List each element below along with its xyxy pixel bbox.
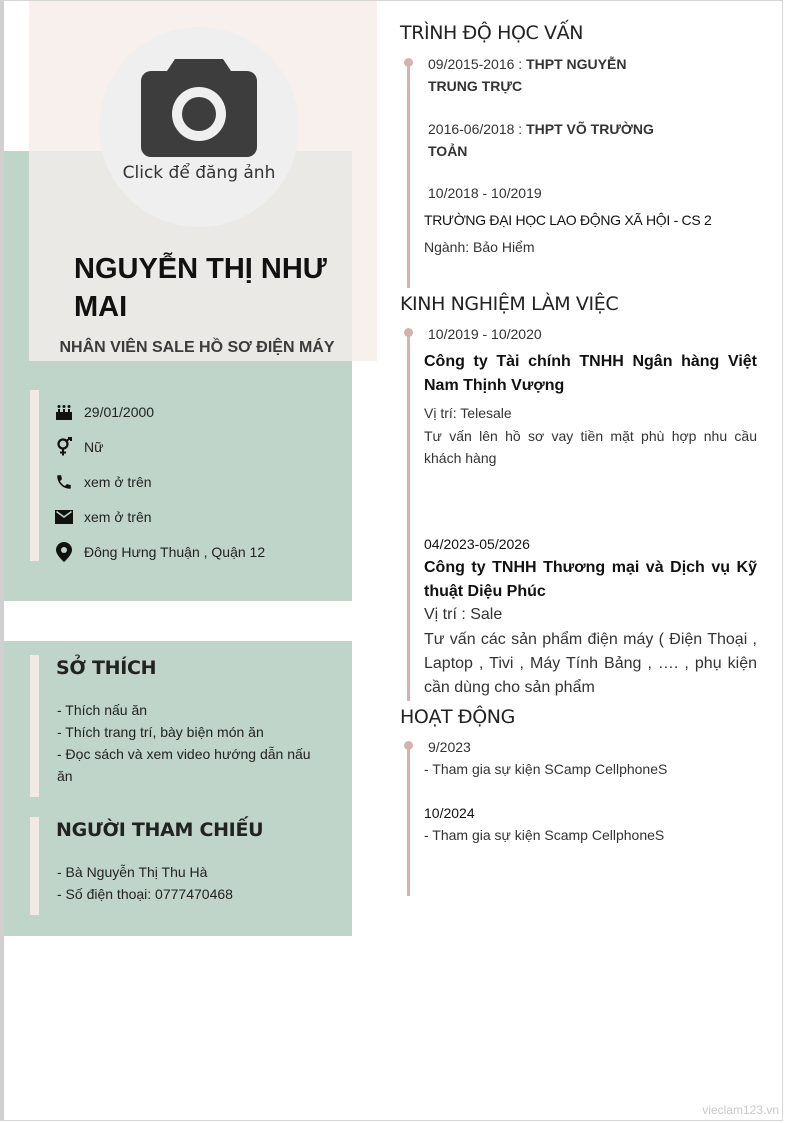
hobby-item: - Thích nấu ăn — [57, 702, 148, 718]
email-value: xem ở trên — [84, 508, 152, 525]
hobby-item: - Đọc sách và xem video hướng dẫn nấu ăn — [57, 746, 311, 784]
activities-title: HOẠT ĐỘNG — [400, 706, 515, 728]
education-entry — [428, 118, 658, 162]
candidate-name: NGUYỄN THỊ NHƯ MAI — [74, 253, 327, 323]
avatar-upload[interactable] — [99, 27, 299, 227]
activities-timeline-line — [407, 745, 410, 896]
contact-list — [54, 394, 265, 569]
experience-period: 04/2023-05/2026 — [424, 536, 530, 552]
activity-period: 9/2023 — [428, 739, 471, 755]
education-major: Ngành: Bảo Hiểm — [424, 239, 535, 255]
contact-phone — [54, 464, 265, 499]
activities-timeline-dot — [404, 741, 413, 750]
experience-position: Vị trí : Sale — [424, 606, 503, 623]
experience-timeline-dot — [404, 328, 413, 337]
experience-description: Tư vấn các sản phẩm điện máy ( Điện Thoại , Laptop , Tivi , Máy Tính Bảng , …. , phụ kiện cần dùng cho sản phẩm — [424, 631, 757, 696]
references-list — [57, 861, 322, 905]
hobbies-title: SỞ THÍCH — [56, 657, 157, 679]
experience-company: Công ty Tài chính TNHH Ngân hàng Việt Nam Thịnh Vượng — [424, 353, 757, 394]
contact-gender — [54, 429, 265, 464]
education-title: TRÌNH ĐỘ HỌC VẤN — [400, 22, 584, 44]
hobby-item: - Thích trang trí, bày biện món ăn — [57, 724, 264, 740]
reference-item: - Bà Nguyễn Thị Thu Hà — [57, 864, 208, 880]
experience-company: Công ty TNHH Thương mại và Dịch vụ Kỹ thuật Diệu Phúc — [424, 559, 757, 600]
experience-position: Vị trí: Telesale — [424, 405, 512, 421]
activity-description: - Tham gia sự kiện SCamp CellphoneS — [424, 761, 668, 777]
camera-icon — [139, 55, 259, 159]
birthday-cake-icon — [54, 402, 74, 422]
experience-title: KINH NGHIỆM LÀM VIỆC — [400, 293, 619, 315]
hobbies-accent-bar — [30, 655, 39, 797]
phone-icon — [54, 472, 74, 492]
experience-timeline-line — [407, 333, 410, 701]
education-timeline-line — [407, 62, 410, 288]
contact-accent-bar — [30, 390, 39, 561]
references-accent-bar — [30, 817, 39, 915]
hobbies-list — [57, 699, 322, 787]
education-period: 2016-06/2018 : — [428, 121, 527, 137]
experience-period: 10/2019 - 10/2020 — [428, 326, 542, 342]
reference-item: - Số điện thoại: 0777470468 — [57, 886, 233, 902]
education-timeline-dot — [404, 58, 413, 67]
education-school: THPT NGUYỄN TRUNG TRỰC — [428, 56, 627, 94]
avatar-upload-label: Click để đăng ảnh — [122, 163, 276, 183]
email-icon — [54, 507, 74, 527]
watermark: vieclam123.vn — [702, 1103, 779, 1117]
education-entry — [428, 53, 658, 97]
activity-description: - Tham gia sự kiện Scamp CellphoneS — [424, 827, 665, 843]
activity-period: 10/2024 — [424, 805, 475, 821]
experience-description: Tư vấn lên hồ sơ vay tiền mặt phù hợp nhu cầu khách hàng — [424, 428, 757, 466]
gender-icon — [54, 437, 74, 457]
contact-email — [54, 499, 265, 534]
location-pin-icon — [54, 542, 74, 562]
gender-value: Nữ — [84, 438, 104, 455]
education-period: 10/2018 - 10/2019 — [428, 185, 542, 201]
job-title: NHÂN VIÊN SALE HỒ SƠ ĐIỆN MÁY — [59, 339, 335, 356]
references-title: NGƯỜI THAM CHIẾU — [56, 819, 264, 841]
education-school: TRƯỜNG ĐẠI HỌC LAO ĐỘNG XÃ HỘI - CS 2 — [424, 212, 712, 228]
phone-value: xem ở trên — [84, 473, 152, 490]
address-value: Đông Hưng Thuận , Quận 12 — [84, 543, 266, 560]
contact-birthday — [54, 394, 265, 429]
contact-address — [54, 534, 265, 569]
birthday-value: 29/01/2000 — [84, 403, 155, 420]
education-period: 09/2015-2016 : — [428, 56, 527, 72]
education-school: THPT VÕ TRƯỜNG TOẢN — [428, 121, 654, 159]
